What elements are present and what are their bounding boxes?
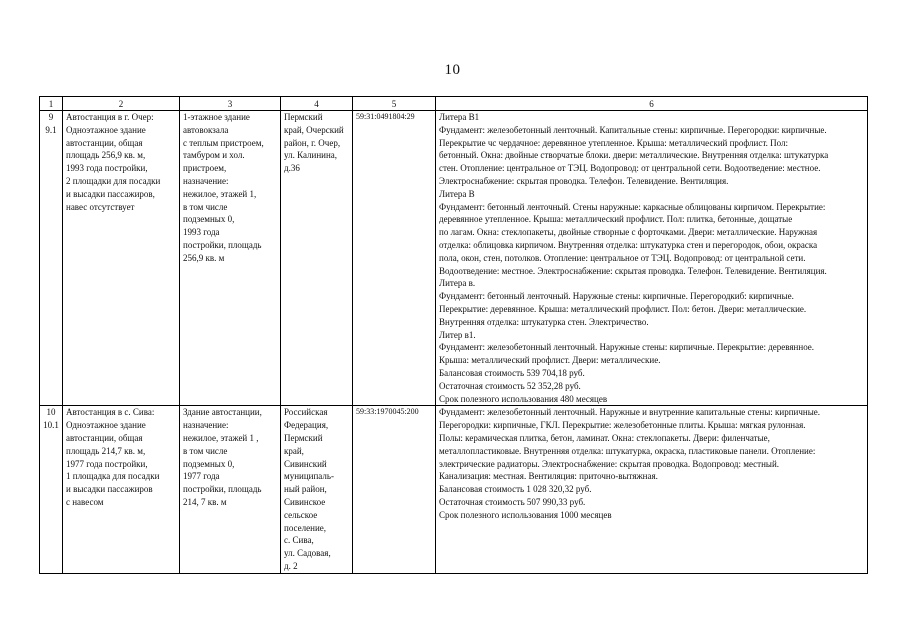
cell-line: Срок полезного использования 1000 месяцев bbox=[439, 509, 612, 520]
cell-line: Фундамент: железобетонный ленточный. Наружные и внутренние капитальные стены: кирпичные. bbox=[439, 407, 820, 418]
property-register-table bbox=[39, 96, 868, 574]
row-number-cell bbox=[40, 111, 63, 406]
column-header: 2 bbox=[63, 97, 180, 111]
cell-line: Федерация, bbox=[284, 420, 329, 431]
cell-line: по лагам. Окна: стеклопакеты, двойные створные с форточками. Двери: металлические. Наружная bbox=[439, 227, 818, 238]
address-cell bbox=[281, 111, 353, 406]
cadastral-number-cell: 59:31:0491804:29 bbox=[353, 111, 436, 406]
cell-line: поселение, bbox=[284, 522, 327, 533]
cell-line: Внутренняя отделка: штукатурка стен. Электричество. bbox=[439, 316, 649, 327]
column-header: 1 bbox=[40, 97, 63, 111]
cell-line: с. Сива, bbox=[284, 535, 314, 546]
cell-line: с теплым пристроем, bbox=[183, 137, 264, 148]
cell-line: 1 площадка для посадки bbox=[66, 471, 160, 482]
cell-line: Здание автостанции, bbox=[183, 407, 262, 418]
cell-line: Сивинский bbox=[284, 458, 327, 469]
column-header: 6 bbox=[436, 97, 868, 111]
cell-line: Одноэтажное здание bbox=[66, 124, 146, 135]
cell-line: Перекрытие: деревянное. Крыша: металлический профлист. Пол: бетон. Двери: металлические. bbox=[439, 303, 807, 314]
object-description-cell bbox=[180, 111, 281, 406]
cell-line: постройки, площадь bbox=[183, 484, 262, 495]
cell-line: муниципаль- bbox=[284, 471, 334, 482]
cell-line: 1977 года постройки, bbox=[66, 458, 148, 469]
cell-line: стен. Отопление: центральное от ТЭЦ. Водопровод: от центральной сети. Водоотведение: местное. bbox=[439, 163, 821, 174]
cell-line: 9 bbox=[48, 112, 54, 122]
cell-line: Электроснабжение: скрытая проводка. Телефон. Телевидение. Вентиляция. bbox=[439, 175, 729, 186]
column-header: 4 bbox=[281, 97, 353, 111]
cell-line: край, bbox=[284, 445, 304, 456]
address-cell bbox=[281, 406, 353, 573]
cell-line: д. 2 bbox=[284, 560, 298, 571]
table-row bbox=[40, 111, 868, 406]
cell-line: д.36 bbox=[284, 163, 300, 174]
cell-line: 214, 7 кв. м bbox=[183, 496, 227, 507]
cell-line: Пермский bbox=[284, 432, 323, 443]
cell-line: 9.1 bbox=[45, 124, 57, 135]
cell-line: край, Очерский bbox=[284, 124, 344, 135]
cell-line: Полы: керамическая плитка, бетон, ламинат. Окна: стеклопакеты. Двери: филенчатые, bbox=[439, 432, 770, 443]
cell-line: 10 bbox=[46, 407, 56, 418]
cell-line: 2 площадки для посадки bbox=[66, 175, 161, 186]
cell-line: площадь 214,7 кв. м, bbox=[66, 445, 146, 456]
cell-line: Автостанция в г. Очер: bbox=[66, 112, 154, 122]
cell-line: нежилое, этажей 1 , bbox=[183, 432, 259, 443]
cell-line: 1993 года постройки, bbox=[66, 163, 148, 174]
cell-line: Российская bbox=[284, 407, 328, 418]
cell-line: и высадки пассажиров, bbox=[66, 188, 155, 199]
cell-line: металлопластиковые. Внутренняя отделка: штукатурка, окраска, пластиковые панели. Отопление: bbox=[439, 445, 816, 456]
cell-line: нежилое, этажей 1, bbox=[183, 188, 257, 199]
cell-line: ул. Садовая, bbox=[284, 548, 331, 559]
cell-line: Фундамент: железобетонный ленточный. Наружные стены: кирпичные. Перекрытие: деревянное. bbox=[439, 342, 815, 353]
cell-line: в том числе bbox=[183, 445, 228, 456]
cell-line: подземных 0, bbox=[183, 458, 235, 469]
object-description-cell bbox=[180, 406, 281, 573]
cell-line: назначение: bbox=[183, 420, 229, 431]
cell-line: Перекрытие чс чердачное: деревянное утепленное. Крыша: металлический профлист. Пол: bbox=[439, 137, 788, 148]
page-number: 10 bbox=[444, 62, 461, 78]
cell-line: Литера В1 bbox=[439, 112, 480, 122]
cell-line: ул. Калинина, bbox=[284, 150, 338, 161]
cell-line: Водоотведение: местное. Электроснабжение: скрытая проводка. Телефон. Телевидение. Вентиляция. bbox=[439, 265, 827, 276]
column-header: 5 bbox=[353, 97, 436, 111]
cell-line: Остаточная стоимость 52 352,28 руб. bbox=[439, 380, 581, 391]
cell-line: Остаточная стоимость 507 990,33 руб. bbox=[439, 496, 586, 507]
cell-line: и высадки пассажиров bbox=[66, 484, 153, 495]
table-row bbox=[40, 406, 868, 573]
row-number-cell bbox=[40, 406, 63, 573]
cell-line: Автостанция в с. Сива: bbox=[66, 407, 155, 418]
cell-line: пола, окон, стен, потолков. Отопление: центральное от ТЭЦ. Водопровод: от центральной сети. bbox=[439, 252, 806, 263]
cell-line: Литера В bbox=[439, 188, 475, 199]
cell-line: постройки, площадь bbox=[183, 239, 262, 250]
cell-line: Канализация: местная. Вентиляция: приточно-вытяжная. bbox=[439, 471, 658, 482]
cell-line: Балансовая стоимость 539 704,18 руб. bbox=[439, 367, 585, 378]
technical-details-cell bbox=[436, 111, 868, 406]
cell-line: пристроем, bbox=[183, 163, 227, 174]
cell-line: автостанции, общая bbox=[66, 432, 143, 443]
cell-line: автовокзала bbox=[183, 124, 229, 135]
cell-line: с навесом bbox=[66, 496, 104, 507]
cell-line: подземных 0, bbox=[183, 214, 235, 225]
table-header-row bbox=[40, 97, 868, 111]
cell-line: ный район, bbox=[284, 484, 327, 495]
cell-line: Одноэтажное здание bbox=[66, 420, 146, 431]
cell-line: 1-этажное здание bbox=[183, 112, 250, 122]
object-name-cell bbox=[63, 111, 180, 406]
cell-line: Крыша: металлический профлист. Двери: металлические. bbox=[439, 355, 661, 366]
cell-line: отделка: облицовка кирпичом. Внутренняя отделка: штукатурка стен и перегородок, обои, окраска bbox=[439, 239, 818, 250]
cell-line: навес отсутствует bbox=[66, 201, 135, 212]
cell-line: Фундамент: бетонный ленточный. Наружные стены: кирпичные. Перегородкиб: кирпичные. bbox=[439, 291, 794, 302]
cell-line: бетонный. Окна: двойные створчатые блоки. двери: металлические. Внутренняя отделка: штукатурка bbox=[439, 150, 829, 161]
cell-line: автостанции, общая bbox=[66, 137, 143, 148]
cell-line: Фундамент: железобетонный ленточный. Капитальные стены: кирпичные. Перегородки: кирпичные. bbox=[439, 124, 827, 135]
cell-line: тамбуром и хол. bbox=[183, 150, 245, 161]
cell-line: назначение: bbox=[183, 175, 229, 186]
object-name-cell bbox=[63, 406, 180, 573]
cell-line: Срок полезного использования 480 месяцев bbox=[439, 393, 608, 404]
cell-line: электрические радиаторы. Электроснабжение: скрытая проводка. Водопровод: местный. bbox=[439, 458, 780, 469]
cell-line: Пермский bbox=[284, 112, 323, 122]
cadastral-number-cell: 59:33:1970045:200 bbox=[353, 406, 436, 573]
technical-details-cell bbox=[436, 406, 868, 573]
cell-line: сельское bbox=[284, 509, 318, 520]
cell-line: деревянное утепленное. Крыша: металлический профлист. Пол: плитка, бетонные, дощатые bbox=[439, 214, 793, 225]
cell-line: Перегородки: кирпичные, ГКЛ. Перекрытие: железобетонные плиты. Крыша: мягкая рулонная. bbox=[439, 420, 806, 431]
cell-line: Сивинское bbox=[284, 496, 326, 507]
cell-line: Литера в. bbox=[439, 278, 476, 289]
cell-line: 10.1 bbox=[43, 420, 59, 431]
cell-line: 1993 года bbox=[183, 227, 220, 238]
cell-line: район, г. Очер, bbox=[284, 137, 341, 148]
cell-line: площадь 256,9 кв. м, bbox=[66, 150, 146, 161]
cell-line: 1977 года bbox=[183, 471, 220, 482]
column-header: 3 bbox=[180, 97, 281, 111]
cell-line: в том числе bbox=[183, 201, 228, 212]
cell-line: Литер в1. bbox=[439, 329, 476, 340]
cell-line: Фундамент: бетонный ленточный. Стены наружные: каркасные облицованы кирпичом. Перекрытие: bbox=[439, 201, 826, 212]
cell-line: 256,9 кв. м bbox=[183, 252, 225, 263]
cell-line: Балансовая стоимость 1 028 320,32 руб. bbox=[439, 484, 592, 495]
